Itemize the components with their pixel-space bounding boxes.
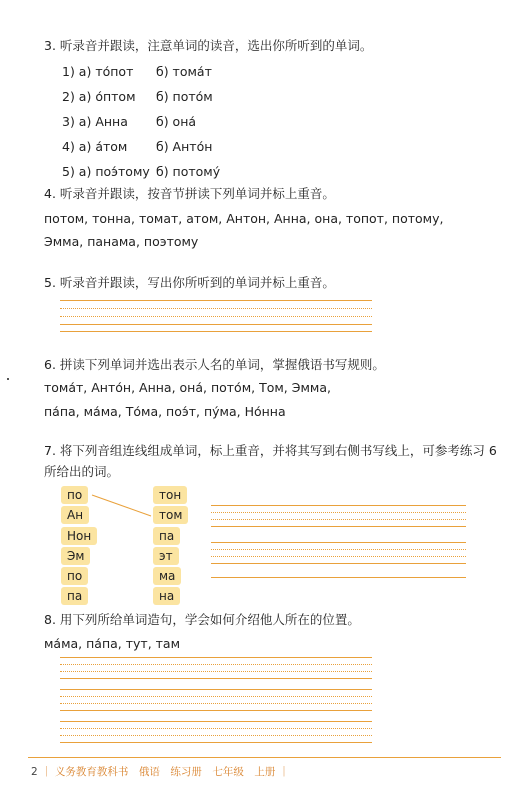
exercise-6-title: 6. 拼读下列单词并选出表示人名的单词，掌握俄语书写规则。: [44, 357, 385, 372]
writing-line: [211, 563, 466, 564]
exercise-8-title: 8. 用下列所给单词造句，学会如何介绍他人所在的位置。: [44, 612, 360, 627]
exercise-4-words-line-1: потом, тонна, томат, атом, Антон, Анна, она, топот, потому,: [44, 211, 444, 226]
option-number: 5) а): [62, 164, 92, 179]
exercise-3-title: 3. 听录音并跟读，注意单词的读音，选出你所听到的单词。: [44, 38, 373, 53]
writing-line: [211, 542, 466, 543]
option-number: 3) а): [62, 114, 92, 129]
footer-separator: ｜: [278, 766, 290, 778]
option-a: а́том: [95, 139, 128, 154]
book-title: 义务教育教科书 俄语 练习册 七年级 上册: [54, 766, 276, 778]
writing-line: [211, 577, 466, 578]
page-number: 2: [31, 766, 38, 778]
syllable-left-1[interactable]: по: [61, 486, 88, 504]
exercise-5-title: 5. 听录音并跟读，写出你所听到的单词并标上重音。: [44, 275, 335, 290]
writing-line: [211, 505, 466, 506]
exercise-7-title-line-2: 所给出的词。: [44, 464, 120, 479]
exercise-7-title-line-1: 7. 将下列音组连线组成单词，标上重音，并将其写到右侧书写线上，可参考练习 6: [44, 443, 497, 458]
option-a: Анна: [95, 114, 128, 129]
syllable-right-3[interactable]: па: [153, 527, 180, 545]
writing-line-dotted: [60, 735, 372, 736]
exercise-4-words-line-2: Эмма, панама, поэтому: [44, 234, 199, 249]
option-5-b: б) потому́: [156, 164, 221, 179]
writing-line: [60, 710, 372, 711]
writing-line-dotted: [60, 703, 372, 704]
syllable-right-4[interactable]: эт: [153, 547, 179, 565]
writing-line-dotted: [211, 556, 466, 557]
footer-rule: [28, 757, 501, 758]
syllable-left-4[interactable]: Эм: [61, 547, 90, 565]
exercise-6-words-line-1: тома́т, Анто́н, Анна, она́, пото́м, Том, Эмма,: [44, 380, 331, 395]
option-number: 2) а): [62, 89, 92, 104]
writing-line-dotted: [211, 512, 466, 513]
option-2-b: б) пото́м: [156, 89, 213, 104]
writing-line: [211, 526, 466, 527]
exercise-6-words-line-2: па́па, ма́ма, То́ма, поэ́т, пу́ма, Но́нна: [44, 404, 286, 419]
footer-separator: ｜: [41, 766, 52, 778]
writing-line-dotted: [60, 728, 372, 729]
syllable-right-2[interactable]: том: [153, 506, 188, 524]
syllable-left-2[interactable]: Ан: [61, 506, 89, 524]
writing-line: [60, 657, 372, 658]
option-a: то́пот: [95, 64, 134, 79]
writing-line-dotted: [60, 664, 372, 665]
syllable-right-1[interactable]: тон: [153, 486, 187, 504]
option-a: поэ́тому: [95, 164, 150, 179]
writing-line: [60, 689, 372, 690]
writing-line-dotted: [60, 671, 372, 672]
syllable-right-5[interactable]: ма: [153, 567, 181, 585]
syllable-left-6[interactable]: па: [61, 587, 88, 605]
writing-line: [60, 742, 372, 743]
exercise-4-title: 4. 听录音并跟读，按音节拼读下列单词并标上重音。: [44, 186, 335, 201]
writing-line-dotted: [211, 549, 466, 550]
option-number: 1) а): [62, 64, 92, 79]
option-a: о́птом: [95, 89, 136, 104]
match-line: [92, 495, 151, 516]
writing-line: [60, 678, 372, 679]
option-1-b: б) тома́т: [156, 64, 212, 79]
writing-line-dotted: [211, 519, 466, 520]
syllable-right-6[interactable]: на: [153, 587, 180, 605]
option-number: 4) а): [62, 139, 92, 154]
exercise-8-words: ма́ма, па́па, тут, там: [44, 636, 181, 651]
option-3-b: б) она́: [156, 114, 197, 129]
syllable-left-5[interactable]: по: [61, 567, 88, 585]
writing-line-dotted: [60, 696, 372, 697]
page-footer: [31, 764, 289, 779]
writing-line: [60, 721, 372, 722]
option-4-b: б) Анто́н: [156, 139, 213, 154]
syllable-left-3[interactable]: Нон: [61, 527, 97, 545]
